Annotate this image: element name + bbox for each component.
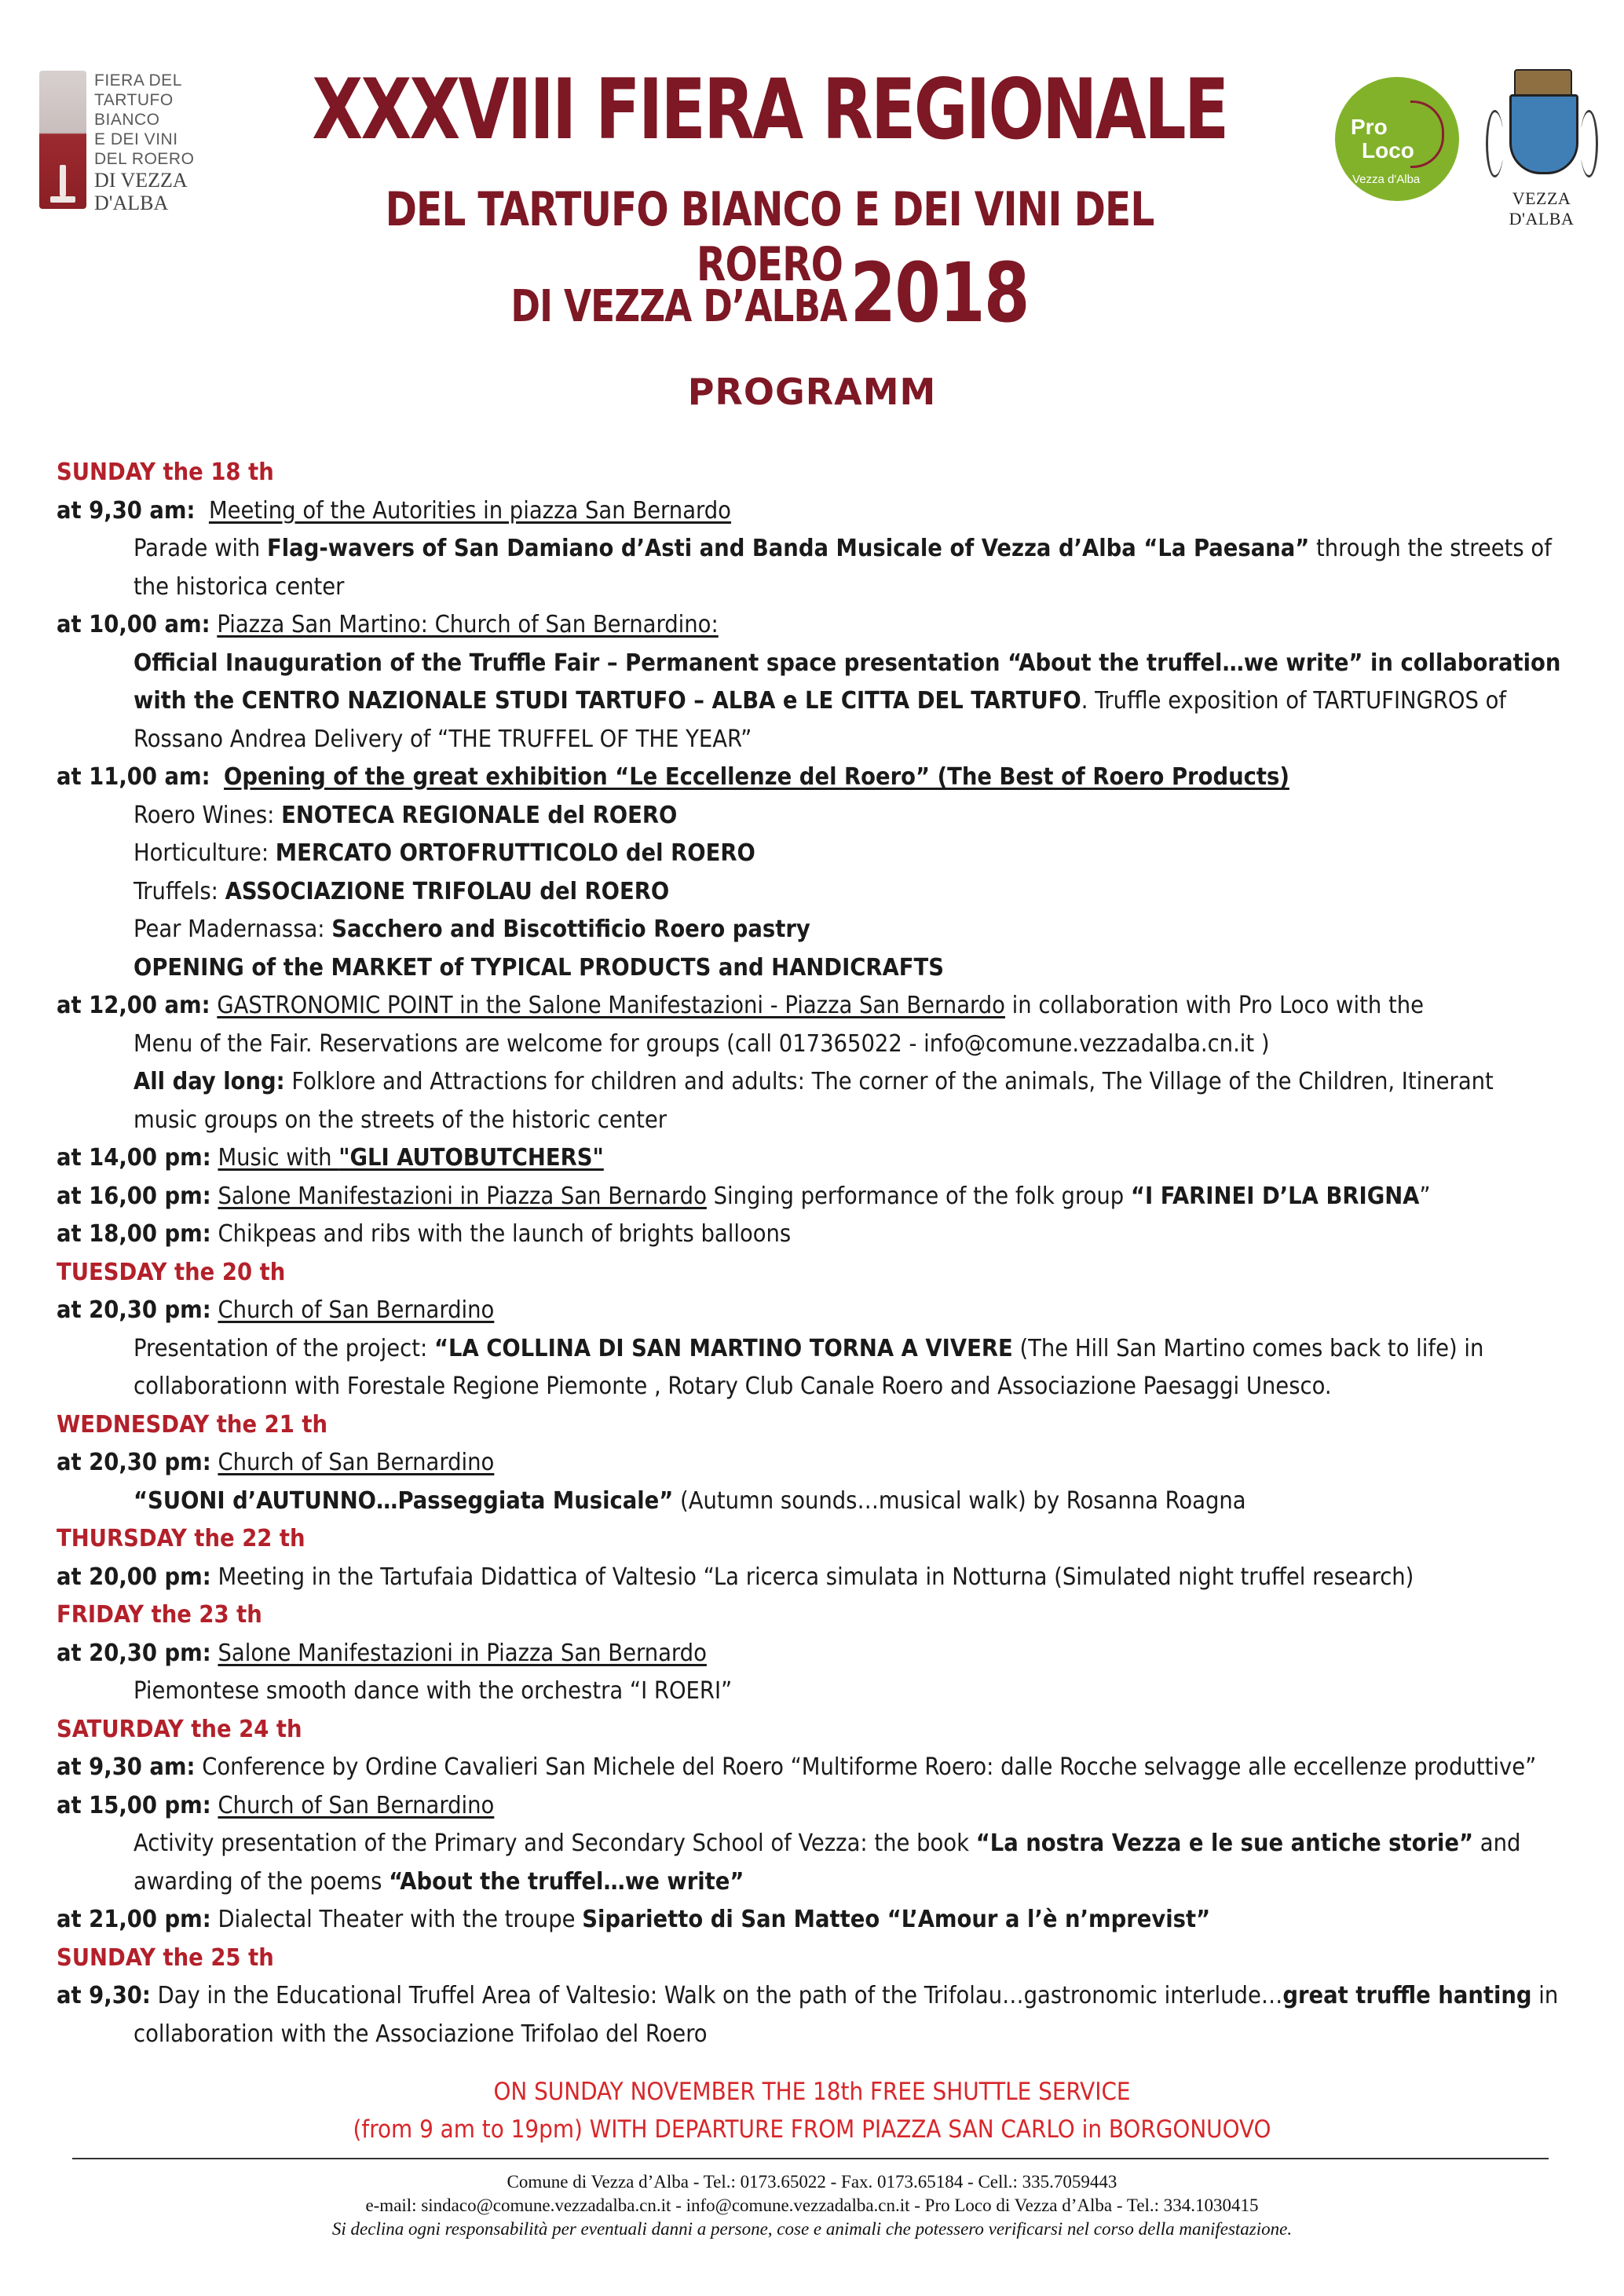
event-detail: Rossano Andrea Delivery of “THE TRUFFEL OF THE YEAR” (134, 725, 752, 753)
day-heading: TUESDAY the 20 th (57, 1258, 286, 1286)
event-detail: awarding of the poems “About the truffel…we write” (134, 1867, 744, 1896)
event-line: at 9,30 am: Meeting of the Autorities in piazza San Bernardo (57, 496, 731, 525)
event-detail: Horticulture: MERCATO ORTOFRUTTICOLO del ROERO (134, 839, 755, 867)
footer-email: e-mail: sindaco@comune.vezzadalba.cn.it - info@comune.vezzadalba.cn.it - Pro Loco di Vezza d’Alba - Tel.: 334.1030415 (365, 2195, 1259, 2215)
event-detail: OPENING of the MARKET of TYPICAL PRODUCTS and HANDICRAFTS (134, 953, 945, 982)
event-detail: Pear Madernassa: Sacchero and Biscottificio Roero pastry (134, 916, 810, 943)
event-line: at 12,00 am: GASTRONOMIC POINT in the Salone Manifestazioni - Piazza San Bernardo in collaboration with Pro Loco with the (57, 992, 1425, 1019)
event-line: at 9,30: Day in the Educational Truffel Area of Valtesio: Walk on the path of the Trifolau…gastronomic interlude…great truffle hanting in (57, 1982, 1559, 2009)
event-detail: Parade with Flag-wavers of San Damiano d’Asti and Banda Musicale of Vezza d’Alba “La Paesana” through the streets of (134, 535, 1552, 562)
page-title: XXXVIII FIERA REGIONALE (312, 61, 1227, 158)
event-detail: collaborationn with Forestale Regione Piemonte , Rotary Club Canale Roero and Associazione Paesaggi Unesco. (134, 1373, 1332, 1400)
footer (0, 2170, 1624, 2241)
shield-icon (1509, 94, 1578, 174)
event-detail: Menu of the Fair. Reservations are welcome for groups (call 017365022 - info@comune.vezzadalba.cn.it ) (134, 1029, 1270, 1058)
event-line: at 20,30 pm: Salone Manifestazioni in Piazza San Bernardo (57, 1639, 707, 1667)
day-heading: SATURDAY the 24 th (57, 1715, 302, 1743)
event-detail: with the CENTRO NAZIONALE STUDI TARTUFO – ALBA e LE CITTA DEL TARTUFO. Truffle exposition of TARTUFINGROS of (134, 687, 1507, 715)
title-year: 2018 (850, 245, 1029, 341)
event-line: at 15,00 pm: Church of San Bernardino (57, 1791, 495, 1819)
footer-disclaimer: Si declina ogni responsabilità per eventuali danni a persone, cose e animali che potessero verificarsi nel corso della manifestazione. (331, 2219, 1293, 2239)
municipal-crest (1483, 63, 1600, 229)
event-detail: music groups on the streets of the historic center (134, 1106, 668, 1134)
event-detail: Activity presentation of the Primary and Secondary School of Vezza: the book “La nostra Vezza e le sue antiche storie” and (134, 1830, 1521, 1857)
event-line: at 20,00 pm: Meeting in the Tartufaia Didattica of Valtesio “La ricerca simulata in Notturna (Simulated night truffel research) (57, 1563, 1414, 1591)
event-detail: All day long: Folklore and Attractions for children and adults: The corner of the animals, The Village of the Children, Itinerant (134, 1068, 1494, 1095)
page-subtitle: DEL TARTUFO BIANCO E DEI VINI DEL ROERO (385, 182, 1154, 292)
title-year-line: DI VEZZA D’ALBA 2018 (510, 245, 1029, 341)
event-detail: collaboration with the Associazione Trifolao del Roero (134, 2020, 708, 2048)
day-heading: SUNDAY the 25 th (57, 1943, 274, 1972)
event-line: at 21,00 pm: Dialectal Theater with the troupe Siparietto di San Matteo “L’Amour a l’è n’mprevist” (57, 1906, 1211, 1933)
day-heading: FRIDAY the 23 th (57, 1601, 262, 1629)
event-detail: Piemontese smooth dance with the orchestra “I ROERI” (134, 1677, 733, 1705)
event-line: at 20,30 pm: Church of San Bernardino (57, 1449, 495, 1476)
footer-contact: Comune di Vezza d’Alba - Tel.: 0173.65022 - Fax. 0173.65184 - Cell.: 335.7059443 (507, 2172, 1117, 2192)
pro-loco-logo: Pro Loco Vezza d'Alba (1335, 77, 1459, 201)
day-heading: SUNDAY the 18 th (57, 459, 274, 486)
event-detail: “SUONI d’AUTUNNO…Passeggiata Musicale” (Autumn sounds…musical walk) by Rosanna Roagna (134, 1486, 1246, 1515)
shuttle-notice: ON SUNDAY NOVEMBER THE 18th FREE SHUTTLE SERVICE (from 9 am to 19pm) WITH DEPARTURE FROM PIAZZA SAN CARLO in BORGONUOVO (353, 2078, 1271, 2144)
pro-loco-mark-icon (1410, 101, 1444, 168)
event-line: at 16,00 pm: Salone Manifestazioni in Piazza San Bernardo Singing performance of the folk group “I FARINEI D’LA BRIGNA” (57, 1182, 1431, 1210)
crest-label: VEZZA D'ALBA (1509, 188, 1575, 229)
event-line: at 14,00 pm: Music with "GLI AUTOBUTCHERS" (57, 1144, 604, 1172)
event-detail: Presentation of the project: “LA COLLINA DI SAN MARTINO TORNA A VIVERE (The Hill San Martino comes back to life) in (134, 1334, 1484, 1362)
event-line: at 11,00 am: Opening of the great exhibition “Le Eccellenze del Roero” (The Best of Roero Products) (57, 763, 1289, 791)
fair-logo-text: FIERA DEL TARTUFO BIANCO E DEI VINI DEL ROERO DI VEZZA D'ALBA (94, 71, 195, 214)
day-heading: THURSDAY the 22 th (57, 1525, 305, 1552)
footer-divider (72, 2158, 1549, 2159)
event-detail: Truffels: ASSOCIAZIONE TRIFOLAU del ROERO (134, 877, 670, 905)
fair-logo (39, 71, 228, 212)
event-detail: the historica center (134, 572, 345, 601)
event-line: at 10,00 am: Piazza San Martino: Church of San Bernardino: (57, 611, 719, 638)
event-detail: Roero Wines: ENOTECA REGIONALE del ROERO (134, 801, 678, 829)
event-line: at 9,30 am: Conference by Ordine Cavalieri San Michele del Roero “Multiforme Roero: dalle Rocche selvagge alle eccellenze produttive” (57, 1753, 1537, 1781)
program-list (57, 454, 1580, 2053)
day-heading: WEDNESDAY the 21 th (57, 1410, 328, 1439)
event-line: at 20,30 pm: Church of San Bernardino (57, 1296, 495, 1324)
event-line: at 18,00 pm: Chikpeas and ribs with the launch of brights balloons (57, 1220, 792, 1248)
event-detail: Official Inauguration of the Truffle Fair – Permanent space presentation “About the truffel…we write” in collaboration (134, 649, 1561, 677)
programm-heading: PROGRAMM (687, 371, 937, 413)
